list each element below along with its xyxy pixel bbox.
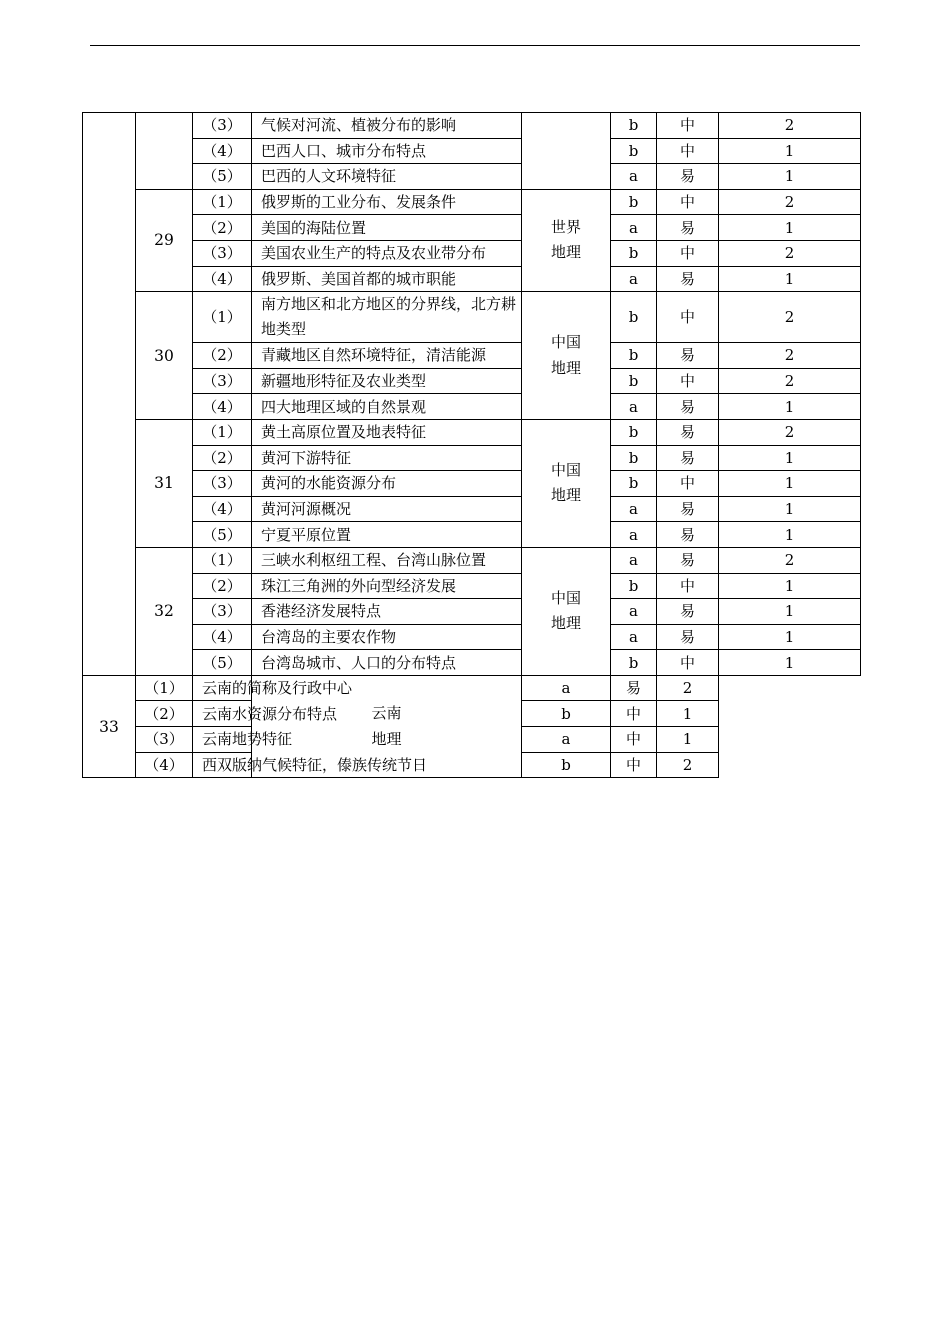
difficulty-cell: 易 (657, 419, 719, 445)
content-cell: 台湾岛城市、人口的分布特点 (252, 650, 522, 676)
content-cell: 黄河下游特征 (252, 445, 522, 471)
category-line: 中国 (550, 460, 581, 479)
level-cell: a (611, 164, 657, 190)
level-cell: a (611, 599, 657, 625)
level-cell: b (611, 113, 657, 139)
score-cell: 2 (719, 240, 861, 266)
level-cell: b (611, 419, 657, 445)
content-cell: 云南的简称及行政中心 (193, 675, 252, 701)
level-cell: b (611, 292, 657, 343)
sub-number: （5） (193, 650, 252, 676)
score-cell: 1 (719, 138, 861, 164)
sub-number: （3） (193, 471, 252, 497)
score-cell: 2 (719, 292, 861, 343)
category-cell (522, 419, 611, 547)
sub-number: （4） (136, 752, 193, 778)
score-cell: 1 (719, 266, 861, 292)
score-cell: 2 (657, 752, 719, 778)
difficulty-cell: 易 (657, 266, 719, 292)
difficulty-cell: 中 (657, 292, 719, 343)
level-cell: a (611, 215, 657, 241)
sub-number: （4） (193, 394, 252, 420)
level-cell: a (611, 394, 657, 420)
content-cell: 珠江三角洲的外向型经济发展 (252, 573, 522, 599)
table-row (83, 266, 861, 292)
category-line: 地理 (550, 486, 581, 505)
content-cell: 三峡水利枢纽工程、台湾山脉位置 (252, 547, 522, 573)
content-cell: 俄罗斯、美国首都的城市职能 (252, 266, 522, 292)
table-row (83, 164, 861, 190)
score-cell: 1 (657, 701, 719, 727)
level-cell: b (611, 471, 657, 497)
difficulty-cell: 易 (657, 599, 719, 625)
sub-number: （2） (193, 445, 252, 471)
sub-number: （2） (193, 343, 252, 369)
score-cell: 2 (719, 547, 861, 573)
content-cell: 四大地理区域的自然景观 (252, 394, 522, 420)
table-row (83, 522, 861, 548)
sub-number: （2） (193, 215, 252, 241)
table-row (83, 113, 861, 139)
category-line: 世界 (550, 217, 581, 236)
table-row (83, 240, 861, 266)
difficulty-cell: 中 (657, 471, 719, 497)
content-cell: 黄河的水能资源分布 (252, 471, 522, 497)
level-cell: b (611, 343, 657, 369)
score-cell: 2 (719, 343, 861, 369)
score-cell: 1 (719, 650, 861, 676)
table-row (83, 471, 861, 497)
sub-number: （1） (193, 292, 252, 343)
sub-number: （1） (193, 547, 252, 573)
difficulty-cell: 中 (611, 752, 657, 778)
score-cell: 1 (719, 471, 861, 497)
score-cell: 2 (719, 368, 861, 394)
level-cell: a (611, 496, 657, 522)
table-row (83, 624, 861, 650)
table-row (83, 547, 861, 573)
table-row (83, 599, 861, 625)
score-cell: 1 (719, 599, 861, 625)
category-cell (522, 292, 611, 420)
question-number: 32 (136, 547, 193, 675)
table-row (83, 445, 861, 471)
level-cell: b (611, 573, 657, 599)
difficulty-cell: 易 (657, 215, 719, 241)
table-row (83, 189, 861, 215)
content-cell: 西双版纳气候特征，傣族传统节日 (193, 752, 252, 778)
content-cell: 青藏地区自然环境特征，清洁能源 (252, 343, 522, 369)
score-cell: 1 (657, 727, 719, 753)
question-number: 30 (136, 292, 193, 420)
difficulty-cell: 易 (657, 164, 719, 190)
category-line: 中国 (550, 333, 581, 352)
sub-number: （4） (193, 624, 252, 650)
category-cell (522, 113, 611, 190)
sub-number: （4） (193, 266, 252, 292)
table-row (83, 675, 861, 701)
header-rule (90, 45, 860, 46)
content-cell: 巴西人口、城市分布特点 (252, 138, 522, 164)
level-cell: a (611, 266, 657, 292)
level-cell: b (611, 138, 657, 164)
level-cell: b (611, 445, 657, 471)
difficulty-cell: 中 (657, 240, 719, 266)
sub-number: （4） (193, 496, 252, 522)
table-row (83, 650, 861, 676)
level-cell: b (522, 701, 611, 727)
level-cell: b (611, 650, 657, 676)
category-line: 地理 (371, 729, 402, 748)
score-cell: 1 (719, 573, 861, 599)
sub-number: （3） (193, 240, 252, 266)
difficulty-cell: 易 (657, 522, 719, 548)
sub-number: （3） (136, 727, 193, 753)
question-number: 31 (136, 419, 193, 547)
category-line: 地理 (550, 243, 581, 262)
content-cell: 南方地区和北方地区的分界线，北方耕地类型 (252, 292, 522, 343)
difficulty-cell: 易 (657, 394, 719, 420)
table-row (83, 419, 861, 445)
content-cell: 云南地势特征 (193, 727, 252, 753)
table-row (83, 292, 861, 343)
difficulty-cell: 中 (657, 189, 719, 215)
category-line: 地理 (550, 358, 581, 377)
difficulty-cell: 中 (657, 368, 719, 394)
content-cell: 云南水资源分布特点 (193, 701, 252, 727)
difficulty-cell: 中 (657, 573, 719, 599)
sub-number: （5） (193, 164, 252, 190)
category-line: 云南 (371, 704, 402, 723)
score-cell: 1 (719, 164, 861, 190)
level-cell: a (611, 522, 657, 548)
level-cell: b (611, 189, 657, 215)
level-cell: a (522, 727, 611, 753)
difficulty-cell: 易 (657, 343, 719, 369)
table-row (83, 368, 861, 394)
content-cell: 黄河河源概况 (252, 496, 522, 522)
sub-number: （4） (193, 138, 252, 164)
content-cell: 巴西的人文环境特征 (252, 164, 522, 190)
sub-number: （2） (136, 701, 193, 727)
content-cell: 新疆地形特征及农业类型 (252, 368, 522, 394)
question-number: 33 (83, 675, 136, 777)
table-row (83, 343, 861, 369)
difficulty-cell: 中 (611, 727, 657, 753)
sub-number: （3） (193, 113, 252, 139)
difficulty-cell: 中 (611, 701, 657, 727)
table-row (83, 573, 861, 599)
content-cell: 俄罗斯的工业分布、发展条件 (252, 189, 522, 215)
score-cell: 1 (719, 394, 861, 420)
content-cell: 黄土高原位置及地表特征 (252, 419, 522, 445)
table-row (83, 394, 861, 420)
question-number (136, 113, 193, 190)
level-cell: b (611, 240, 657, 266)
question-number: 29 (136, 189, 193, 291)
score-cell: 1 (719, 496, 861, 522)
score-cell: 2 (719, 189, 861, 215)
difficulty-cell: 易 (657, 547, 719, 573)
content-cell: 宁夏平原位置 (252, 522, 522, 548)
score-cell: 1 (719, 522, 861, 548)
content-cell: 气候对河流、植被分布的影响 (252, 113, 522, 139)
sub-number: （5） (193, 522, 252, 548)
content-cell: 香港经济发展特点 (252, 599, 522, 625)
score-cell: 2 (719, 113, 861, 139)
level-cell: b (522, 752, 611, 778)
level-cell: a (522, 675, 611, 701)
score-cell: 1 (719, 624, 861, 650)
score-cell: 2 (657, 675, 719, 701)
table-row (83, 138, 861, 164)
score-cell: 1 (719, 215, 861, 241)
score-cell: 2 (719, 419, 861, 445)
difficulty-cell: 中 (657, 113, 719, 139)
difficulty-cell: 易 (657, 496, 719, 522)
category-cell (522, 547, 611, 675)
difficulty-cell: 中 (657, 138, 719, 164)
content-cell: 台湾岛的主要农作物 (252, 624, 522, 650)
difficulty-cell: 易 (657, 445, 719, 471)
category-cell (522, 189, 611, 291)
level-cell: a (611, 547, 657, 573)
score-cell: 1 (719, 445, 861, 471)
sub-number: （3） (193, 599, 252, 625)
category-line: 中国 (550, 588, 581, 607)
sub-number: （1） (193, 189, 252, 215)
level-cell: b (611, 368, 657, 394)
difficulty-cell: 易 (611, 675, 657, 701)
table-row (83, 496, 861, 522)
sub-number: （3） (193, 368, 252, 394)
sub-number: （1） (193, 419, 252, 445)
exam-spec-table (82, 112, 861, 778)
difficulty-cell: 易 (657, 624, 719, 650)
sub-number: （1） (136, 675, 193, 701)
blank-left-column (83, 113, 136, 676)
difficulty-cell: 中 (657, 650, 719, 676)
table-row (83, 215, 861, 241)
sub-number: （2） (193, 573, 252, 599)
category-line: 地理 (550, 614, 581, 633)
content-cell: 美国的海陆位置 (252, 215, 522, 241)
content-cell: 美国农业生产的特点及农业带分布 (252, 240, 522, 266)
level-cell: a (611, 624, 657, 650)
